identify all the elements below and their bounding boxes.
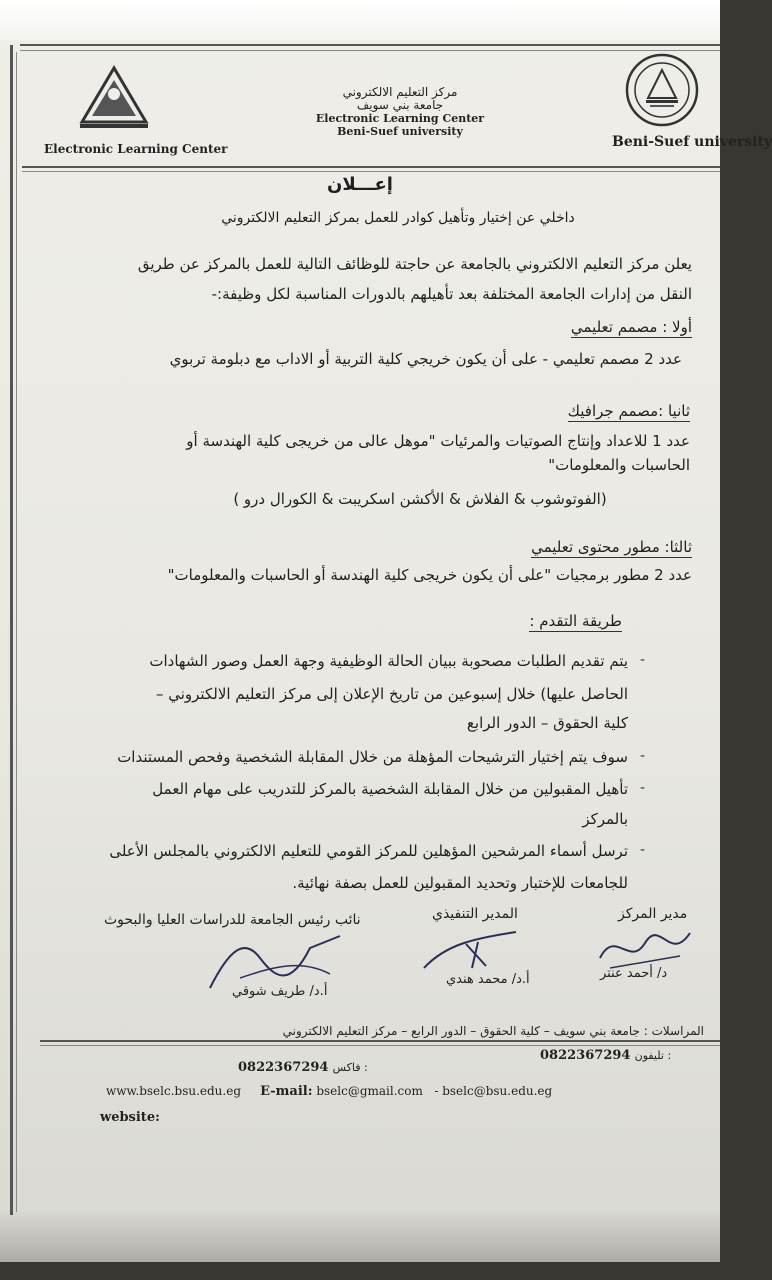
center-header: [300, 86, 500, 138]
bullet-2: -: [640, 748, 646, 764]
bsu-seal: [624, 52, 700, 128]
footer-phone-value: 0822367294: [540, 1048, 631, 1063]
footer-phone-row: [540, 1048, 671, 1063]
bullet-1: -: [640, 652, 646, 668]
intro-line-2: النقل من إدارات الجامعة المختلفة بعد تأهيلهم بالدورات المناسبة لكل وظيفة:-: [211, 285, 692, 303]
center-director-name: د/ أحمد عنتر: [600, 966, 668, 981]
right-logo-text: Beni-Suef university: [612, 134, 772, 150]
procedure-item-2-line-1: سوف يتم إختيار الترشيحات المؤهلة من خلال المقابلة الشخصية وفحص المستندات: [117, 748, 628, 766]
center-header-ar-1: مركز التعليم الالكتروني: [342, 85, 458, 99]
section-second-title-text: ثانيا :مصمم جرافيك: [567, 402, 690, 420]
section-first-title: [440, 318, 692, 336]
footer-email-1[interactable]: bselc@gmail.com: [316, 1084, 423, 1098]
bullet-4: -: [640, 842, 646, 858]
footer-phone-label: تليفون :: [634, 1049, 672, 1062]
section-first-title-text: أولا : مصمم تعليمي: [570, 318, 692, 336]
header-rule-thin: [22, 171, 720, 172]
header-rule: [22, 166, 720, 168]
pyramid-logo-icon: [74, 64, 154, 134]
footer-rule: [40, 1040, 720, 1042]
executive-director-title: المدير التنفيذي: [432, 906, 518, 922]
footer-website-url[interactable]: www.bselc.bsu.edu.eg: [106, 1084, 242, 1098]
section-second-title: [440, 402, 690, 420]
procedure-item-1-line-2: الحاصل عليها) خلال إسبوعين من تاريخ الإعلان إلى مركز التعليم الالكتروني –: [155, 685, 628, 703]
elc-logo: [74, 64, 154, 134]
section-second-text-1: عدد 1 للاعداد وإنتاج الصوتيات والمرئيات "موهل عالى من خريجى كلية الهندسة أو: [186, 432, 690, 450]
left-rule-thin: [16, 52, 17, 1212]
center-header-en-2: Beni-Suef university: [337, 125, 463, 138]
top-margin: [0, 0, 720, 40]
footer-contact-row: [106, 1084, 552, 1099]
procedure-item-3-line-1: تأهيل المقبولين من خلال المقابلة الشخصية بالمركز للتدريب على مهام العمل: [152, 780, 628, 798]
section-second-text-2: الحاسبات والمعلومات": [548, 456, 690, 474]
intro-line-1: يعلن مركز التعليم الالكتروني بالجامعة عن حاجتة للوظائف التالية للعمل بالمركز عن طريق: [137, 255, 692, 273]
page-subtitle: داخلي عن إختيار وتأهيل كوادر للعمل بمركز التعليم الالكتروني: [221, 210, 575, 226]
procedure-item-1-line-3: كلية الحقوق – الدور الرابع: [466, 714, 628, 732]
center-director-title: مدير المركز: [618, 906, 688, 922]
footer-fax-row: [238, 1060, 368, 1075]
footer-email-separator: -: [434, 1084, 439, 1098]
vice-president-name: أ.د/ طريف شوقي: [232, 984, 328, 999]
executive-director-name: أ.د/ محمد هندي: [446, 972, 530, 987]
procedure-item-3-line-2: بالمركز: [582, 810, 628, 828]
bullet-3: -: [640, 780, 646, 796]
footer-fax-label: فاكس :: [332, 1061, 368, 1074]
center-header-en-1: Electronic Learning Center: [315, 112, 485, 125]
section-third-title-text: ثالثا: مطور محتوى تعليمي: [531, 538, 692, 556]
procedure-title-text: طريقة التقدم :: [529, 612, 622, 630]
top-rule: [20, 44, 720, 46]
footer-fax-value: 0822367294: [238, 1060, 329, 1075]
footer-email-2[interactable]: bselc@bsu.edu.eg: [442, 1084, 553, 1098]
footer-email-label: E-mail:: [260, 1084, 313, 1099]
university-seal-icon: [624, 52, 700, 128]
top-rule-thin: [20, 50, 720, 51]
procedure-title: [480, 612, 622, 630]
section-first-text: عدد 2 مصمم تعليمي - على أن يكون خريجي كلية التربية أو الاداب مع دبلومة تربوي: [169, 350, 682, 368]
footer-address: المراسلات : جامعة بني سويف – كلية الحقوق – الدور الرابع – مركز التعليم الالكتروني: [282, 1024, 704, 1038]
footer-website-label: website:: [100, 1110, 160, 1125]
center-header-ar-2: جامعة بني سويف: [356, 98, 444, 112]
section-second-tools: (الفوتوشوب & الفلاش & الأكشن اسكريبت & الكورال درو ): [233, 490, 607, 508]
footer-rule-thin: [40, 1045, 720, 1046]
page-title: إعـــلان: [327, 174, 393, 195]
procedure-item-1-line-1: يتم تقديم الطلبات مصحوبة ببيان الحالة الوظيفية وجهة العمل وصور الشهادات: [149, 652, 628, 670]
vice-president-title: نائب رئيس الجامعة للدراسات العليا والبحوث: [104, 912, 361, 928]
procedure-item-4-line-1: ترسل أسماء المرشحين المؤهلين للمركز القومي للتعليم الالكتروني بالمجلس الأعلى: [109, 842, 628, 860]
section-third-text: عدد 2 مطور برمجيات "على أن يكون خريجى كلية الهندسة أو الحاسبات والمعلومات": [167, 566, 692, 584]
page-shadow: [0, 1210, 720, 1262]
left-rule: [10, 45, 13, 1215]
section-third-title: [440, 538, 692, 556]
procedure-item-4-line-2: للجامعات للإختبار وتحديد المقبولين للعمل بصفة نهائية.: [292, 874, 628, 892]
left-logo-text: Electronic Learning Center: [44, 142, 228, 156]
